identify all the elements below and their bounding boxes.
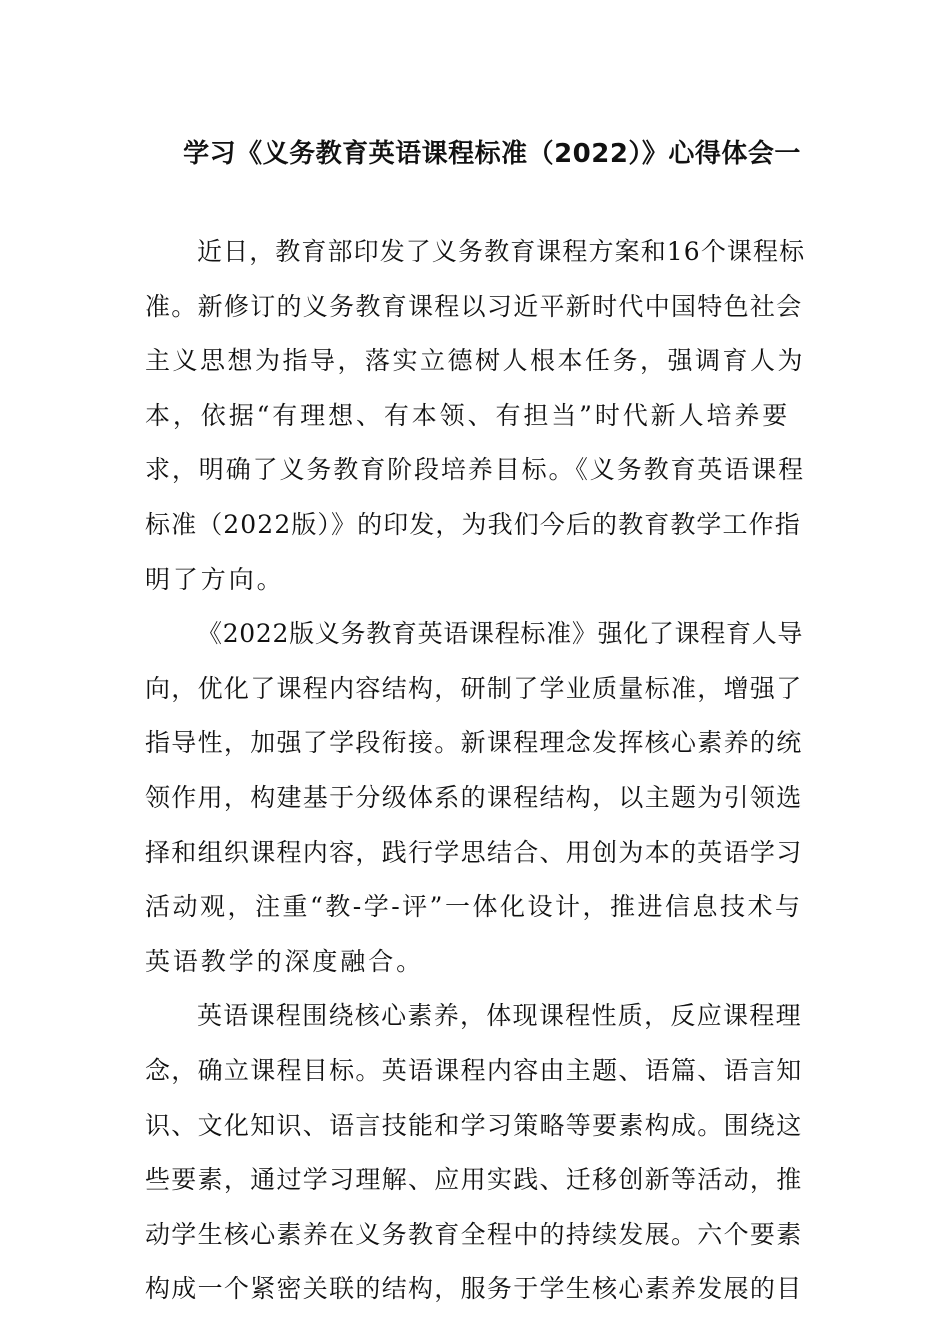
text-line: 明了方向。 bbox=[145, 564, 285, 594]
text-line: 领作用，构建基于分级体系的课程结构，以主题为引领选 bbox=[145, 782, 803, 812]
text-line: 英语课程围绕核心素养，体现课程性质，反应课程理 bbox=[197, 1001, 802, 1031]
text-line: 指导性，加强了学段衔接。新课程理念发挥核心素养的统 bbox=[145, 728, 803, 758]
document-title: 学习《义务教育英语课程标准（2022）》心得体会一 bbox=[183, 139, 801, 169]
text-line: 本，依据“有理想、有本领、有担当”时代新人培养要 bbox=[145, 400, 791, 430]
text-line: 活动观，注重“教-学-评”一体化设计，推进信息技术与 bbox=[145, 892, 803, 922]
text-line: 向，优化了课程内容结构，研制了学业质量标准，增强了 bbox=[145, 673, 803, 703]
text-line: 近日，教育部印发了义务教育课程方案和16个课程标 bbox=[197, 237, 806, 266]
text-line: 标准（2022版）》的印发，为我们今后的教育教学工作指 bbox=[145, 509, 801, 539]
text-line: 择和组织课程内容，践行学思结合、用创为本的英语学习 bbox=[145, 837, 803, 867]
text-line: 《2022版义务教育英语课程标准》强化了课程育人导 bbox=[197, 619, 804, 649]
text-line: 构成一个紧密关联的结构，服务于学生核心素养发展的目 bbox=[145, 1274, 803, 1304]
text-line: 识、文化知识、语言技能和学习策略等要素构成。围绕这 bbox=[145, 1110, 803, 1140]
document-body bbox=[145, 225, 805, 1317]
text-line: 英语教学的深度融合。 bbox=[145, 946, 425, 976]
text-line: 准。新修订的义务教育课程以习近平新时代中国特色社会 bbox=[145, 291, 803, 321]
text-line: 念，确立课程目标。英语课程内容由主题、语篇、语言知 bbox=[145, 1055, 803, 1085]
text-line: 些要素，通过学习理解、应用实践、迁移创新等活动，推 bbox=[145, 1165, 803, 1195]
text-line: 求，明确了义务教育阶段培养目标。《义务教育英语课程 bbox=[145, 455, 806, 485]
text-line: 动学生核心素养在义务教育全程中的持续发展。六个要素 bbox=[145, 1219, 803, 1249]
text-line: 主义思想为指导，落实立德树人根本任务，强调育人为 bbox=[145, 346, 806, 376]
